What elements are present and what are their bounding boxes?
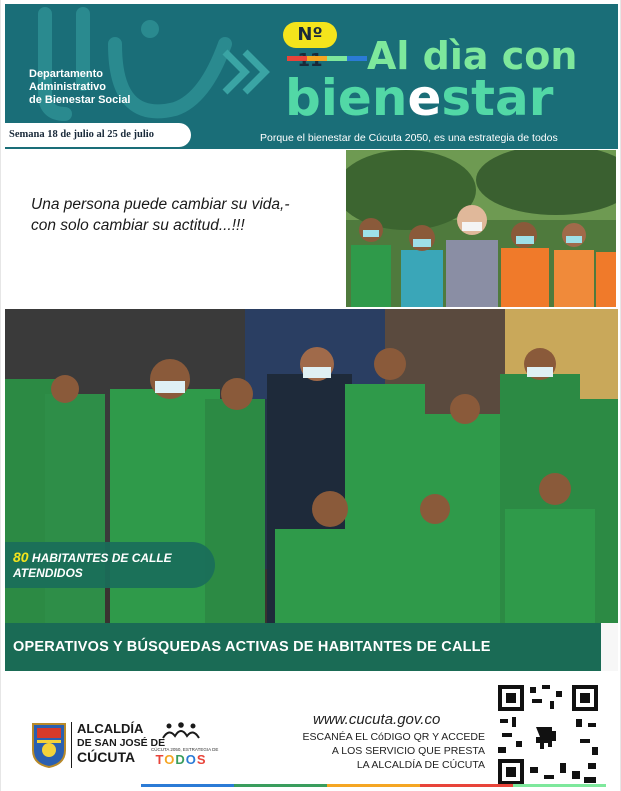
qr-code-icon[interactable] <box>496 683 600 787</box>
alcaldia-divider <box>71 722 72 768</box>
title-highlight-letter: e <box>407 69 442 127</box>
todos-letter-s: S <box>196 752 207 767</box>
todos-letter-o1: O <box>164 752 176 767</box>
website-link[interactable]: www.cucuta.gov.co <box>313 711 441 728</box>
motivational-quote <box>31 194 341 236</box>
cucuta-crest-icon <box>31 722 67 768</box>
issue-number-badge: Nº <box>283 22 337 48</box>
badge-line-1 <box>13 550 215 566</box>
qr-instruction-line-3: LA ALCALDÍA DE CÚCUTA <box>356 759 485 771</box>
footer-color-rule <box>141 784 606 787</box>
quote-line-1: Una persona puede cambiar su vida,- <box>31 196 290 213</box>
department-line-3: de Bienestar Social <box>29 94 131 106</box>
todos-small-text: CÚCUTA 2050, ESTRATEGIA DE <box>151 747 219 752</box>
alcaldia-line-3: CÚCUTA <box>77 749 136 765</box>
people-attended-badge <box>5 542 215 588</box>
week-label: Semana 18 de julio al 25 de julio <box>5 123 191 147</box>
attended-label-2: ATENDIDOS <box>13 566 83 580</box>
todos-letter-d: D <box>175 752 186 767</box>
title-color-bar <box>287 56 367 61</box>
quote-line-2: con solo cambiar su actitud...!!! <box>31 217 245 234</box>
header-divider <box>5 147 618 149</box>
department-name <box>29 68 131 107</box>
newsletter-title-line-2 <box>285 70 553 126</box>
alcaldia-line-1: ALCALDÍA <box>77 721 144 736</box>
title-part-1: bien <box>285 69 408 127</box>
todos-letter-o2: O <box>185 752 197 767</box>
todos-people-icon <box>161 722 201 740</box>
banner-accent <box>601 623 618 671</box>
newsletter-title-line-1: Al dìa con <box>367 34 578 78</box>
todos-word <box>151 752 211 767</box>
todos-logo <box>151 722 219 768</box>
tagline: Porque el bienestar de Cúcuta 2050, es una estrategia de todos <box>260 132 558 144</box>
attended-label-1: HABITANTES DE CALLE <box>28 551 172 565</box>
alcaldia-line-2: DE SAN JOSÉ DE <box>77 737 166 749</box>
attended-count: 80 <box>13 549 29 565</box>
todos-letter-t: T <box>155 752 165 767</box>
group-photo-small-illustration <box>346 150 616 307</box>
qr-instruction-line-2: A LOS SERVICIO QUE PRESTA <box>331 745 485 757</box>
department-line-1: Departamento <box>29 68 103 80</box>
department-line-2: Administrativo <box>29 81 107 93</box>
section-banner: OPERATIVOS Y BÚSQUEDAS ACTIVAS DE HABITANTES DE CALLE <box>5 623 601 671</box>
qr-instructions <box>285 730 485 772</box>
title-part-2: star <box>441 69 554 127</box>
qr-instruction-line-1: ESCANÉA EL CóDIGO QR Y ACCEDE <box>302 731 485 743</box>
group-photo-small <box>346 150 616 307</box>
